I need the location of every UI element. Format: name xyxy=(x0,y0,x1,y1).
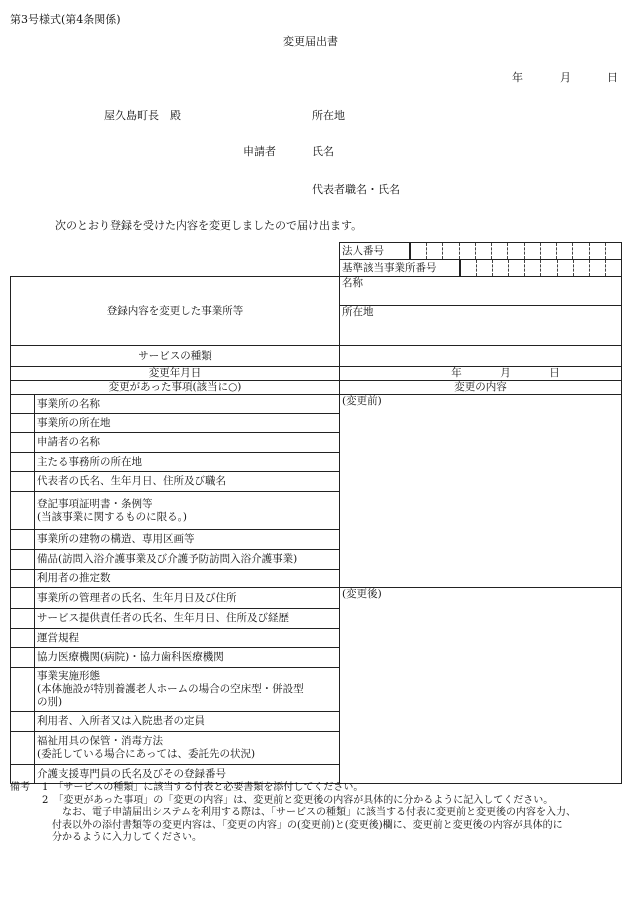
item-check-cell[interactable] xyxy=(11,550,35,570)
item-label: サービス提供責任者の氏名、生年月日、住所及び経歴 xyxy=(35,609,340,629)
note-line: 2 「変更があった事項」の「変更の内容」は、変更前と変更後の内容が具体的に分かるように記入してください。 xyxy=(42,794,554,806)
item-check-cell[interactable] xyxy=(11,629,35,648)
criteria-office-number-label: 基準該当事業所番号 xyxy=(340,260,460,277)
item-check-cell[interactable] xyxy=(11,648,35,668)
item-label: 登記事項証明書・条例等 (当該事業に関するものに限る。) xyxy=(35,492,340,530)
item-check-cell[interactable] xyxy=(11,732,35,765)
item-check-cell[interactable] xyxy=(11,530,35,550)
representative-label: 代表者職名・氏名 xyxy=(312,183,400,196)
date-year: 年 xyxy=(512,71,523,84)
change-date-field[interactable] xyxy=(340,367,622,381)
changed-office-label: 登録内容を変更した事業所等 xyxy=(11,277,340,346)
item-check-cell[interactable] xyxy=(11,472,35,492)
item-label: 利用者、入所者又は入院患者の定員 xyxy=(35,712,340,732)
notes-label: 備考 xyxy=(10,782,30,793)
change-content-header: 変更の内容 xyxy=(340,381,622,395)
item-label: 事業実施形態 (本体施設が特別養護老人ホームの場合の空床型・併設型 の別) xyxy=(35,668,340,712)
change-before-field[interactable] xyxy=(340,395,622,588)
office-location-field[interactable] xyxy=(340,306,622,346)
item-label: 備品(訪問入浴介護事業及び介護予防訪問入浴介護事業) xyxy=(35,550,340,570)
form-number: 第3号様式(第4条関係) xyxy=(10,13,121,26)
change-date-label: 変更年月日 xyxy=(11,367,340,381)
date-day: 日 xyxy=(607,71,618,84)
note-line: 1 「サービスの種類」に該当する付表と必要書類を添付してください。 xyxy=(42,782,364,793)
item-check-cell[interactable] xyxy=(11,588,35,609)
item-label: 利用者の推定数 xyxy=(35,570,340,588)
changed-items-header: 変更があった事項(該当に○) xyxy=(11,381,340,395)
document-title: 変更届出書 xyxy=(283,35,338,48)
item-label: 事業所の所在地 xyxy=(35,414,340,433)
change-date-day: 日 xyxy=(549,367,560,379)
item-label: 事業所の名称 xyxy=(35,395,340,414)
note-line: なお、電子申請届出システムを利用する際は、「サービスの種類」に該当する付表に変更前と変更後の内容を入力、 xyxy=(42,807,576,818)
item-check-cell[interactable] xyxy=(11,395,35,414)
change-after-label: (変更後) xyxy=(342,588,382,600)
office-name-label: 名称 xyxy=(342,277,363,289)
item-check-cell[interactable] xyxy=(11,453,35,472)
notes xyxy=(10,782,576,845)
service-type-field[interactable] xyxy=(340,346,622,367)
corp-number-label: 法人番号 xyxy=(340,243,410,260)
item-label: 代表者の氏名、生年月日、住所及び職名 xyxy=(35,472,340,492)
note-line: 分かるように入力してください。 xyxy=(42,832,202,843)
service-type-label: サービスの種類 xyxy=(11,346,340,367)
intro-text: 次のとおり登録を受けた内容を変更しましたので届け出ます。 xyxy=(55,219,363,232)
item-label: 介護支援専門員の氏名及びその登録番号 xyxy=(35,765,340,784)
location-label: 所在地 xyxy=(312,109,345,122)
item-label: 協力医療機関(病院)・協力歯科医療機関 xyxy=(35,648,340,668)
item-label: 申請者の名称 xyxy=(35,433,340,453)
item-label: 事業所の管理者の氏名、生年月日及び住所 xyxy=(35,588,340,609)
office-name-field[interactable] xyxy=(340,277,622,306)
office-location-label: 所在地 xyxy=(342,306,374,318)
corp-number-input[interactable] xyxy=(410,243,622,260)
item-check-cell[interactable] xyxy=(11,668,35,712)
item-label: 主たる事務所の所在地 xyxy=(35,453,340,472)
item-label: 福祉用具の保管・消毒方法 (委託している場合にあっては、委託先の状況) xyxy=(35,732,340,765)
item-check-cell[interactable] xyxy=(11,712,35,732)
applicant-label: 申請者 xyxy=(243,145,276,158)
change-form-table xyxy=(10,242,622,784)
change-date-year: 年 xyxy=(451,367,462,379)
addressee: 屋久島町長 殿 xyxy=(104,109,181,122)
item-check-cell[interactable] xyxy=(11,609,35,629)
item-check-cell[interactable] xyxy=(11,492,35,530)
item-check-cell[interactable] xyxy=(11,414,35,433)
change-date-month: 月 xyxy=(500,367,511,379)
item-label: 運営規程 xyxy=(35,629,340,648)
change-before-label: (変更前) xyxy=(342,395,382,407)
criteria-office-number-input[interactable] xyxy=(460,260,622,277)
item-check-cell[interactable] xyxy=(11,765,35,784)
note-line: 付表以外の添付書類等の変更内容は、「変更の内容」の(変更前)と(変更後)欄に、変更前と変更後の内容が具体的に xyxy=(42,819,563,831)
item-check-cell[interactable] xyxy=(11,570,35,588)
item-label: 事業所の建物の構造、専用区画等 xyxy=(35,530,340,550)
name-label: 氏名 xyxy=(312,145,334,158)
item-check-cell[interactable] xyxy=(11,433,35,453)
change-after-field[interactable] xyxy=(340,588,622,784)
date-month: 月 xyxy=(560,71,571,84)
